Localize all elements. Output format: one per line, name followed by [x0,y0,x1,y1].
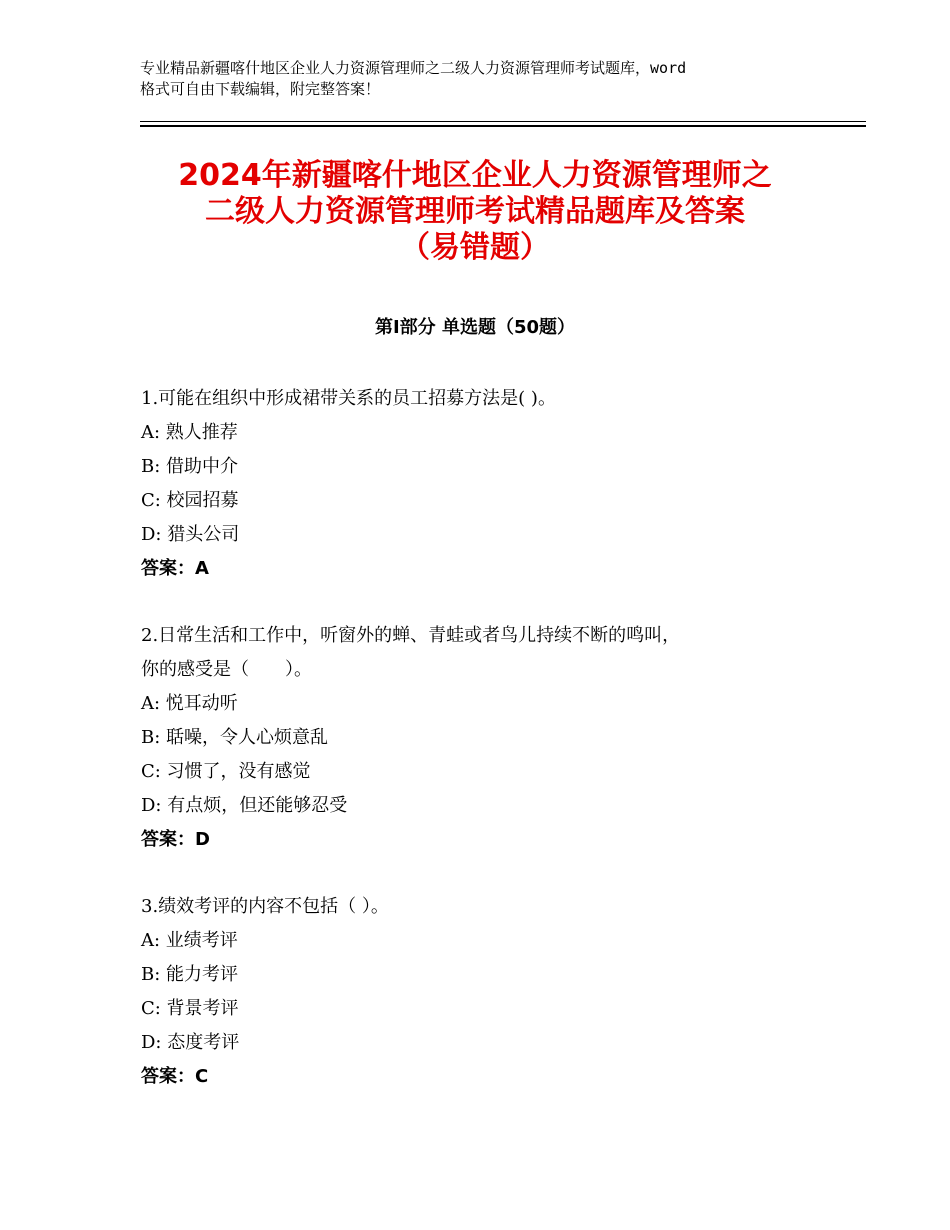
header-divider-thin [140,121,866,122]
document-title [90,158,860,266]
header-note-line: 专业精品新疆喀什地区企业人力资源管理师之二级人力资源管理师考试题库，word [140,59,687,77]
question-list [141,382,841,1127]
header-note [140,58,830,100]
header-note-line: 格式可自由下载编辑，附完整答案！ [140,80,381,98]
option-c: C: 背景考评 [141,998,239,1019]
option-a: A: 业绩考评 [141,930,238,951]
answer: 答案：C [141,1066,209,1087]
option-a: A: 悦耳动听 [141,693,238,714]
option-b: B: 借助中介 [141,456,239,477]
option-b: B: 能力考评 [141,964,239,985]
title-line: 2024年新疆喀什地区企业人力资源管理师之 [178,158,772,193]
question-stem: 3.绩效考评的内容不包括（ ）。 [141,896,389,917]
question-2 [141,619,841,857]
question-stem-continued: 你的感受是（ ）。 [141,659,312,680]
option-a: A: 熟人推荐 [141,422,238,443]
section-heading: 第Ⅰ部分 单选题（50题） [374,317,575,338]
answer: 答案：A [141,558,209,579]
answer: 答案：D [141,829,210,850]
option-c: C: 校园招募 [141,490,239,511]
title-line: （易错题） [400,230,550,265]
question-stem: 1.可能在组织中形成裙带关系的员工招募方法是( )。 [141,388,556,409]
option-d: D: 有点烦，但还能够忍受 [141,795,348,816]
question-3 [141,890,841,1094]
question-1 [141,382,841,586]
header-divider-thick [140,125,866,127]
option-d: D: 猎头公司 [141,524,240,545]
question-stem: 2.日常生活和工作中，听窗外的蝉、青蛙或者鸟儿持续不断的鸣叫， [141,625,681,646]
option-b: B: 聒噪，令人心烦意乱 [141,727,329,748]
option-c: C: 习惯了，没有感觉 [141,761,311,782]
title-line: 二级人力资源管理师考试精品题库及答案 [205,194,745,229]
option-d: D: 态度考评 [141,1032,240,1053]
